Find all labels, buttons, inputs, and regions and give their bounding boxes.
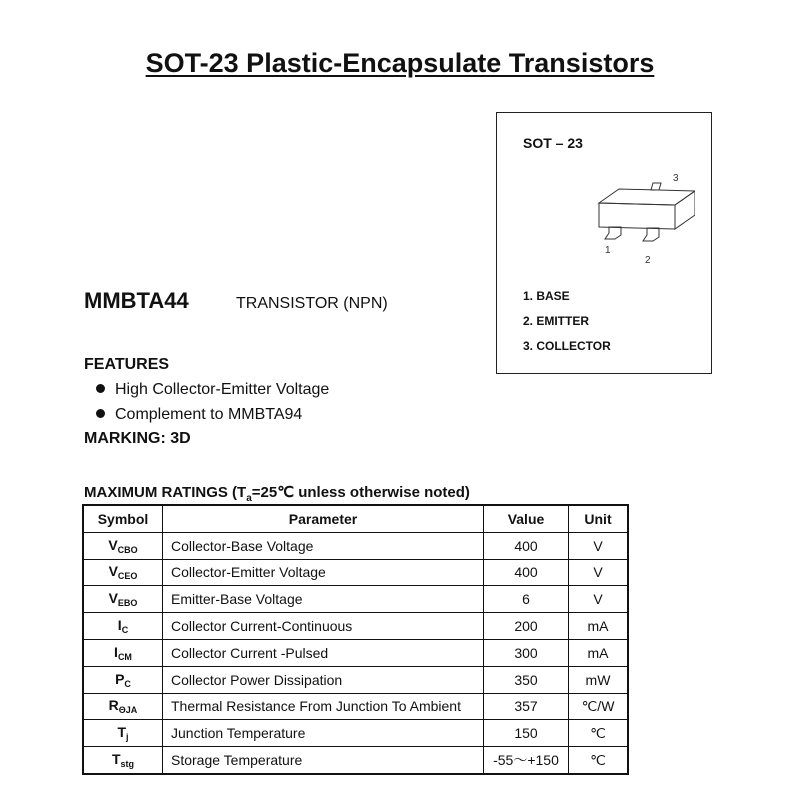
feature-item: Complement to MMBTA94 [96,406,302,424]
pin-label-3: 3 [673,173,679,184]
table-row [83,666,628,693]
symbol-cell: $I_C$ [83,613,163,640]
symbol-cell: $R_{\Theta JA}$ [83,693,163,720]
header-parameter: Parameter [163,505,484,532]
value-cell: -55～+150 [484,747,569,774]
value-cell: 6 [484,586,569,613]
unit-cell: V [569,532,629,559]
table-row [83,613,628,640]
symbol-cell: $V_{CBO}$ [83,532,163,559]
value-cell: 200 [484,613,569,640]
value-cell: 350 [484,666,569,693]
ratings-table [82,504,629,775]
part-type: TRANSISTOR (NPN) [236,295,388,312]
pin-collector: 3. COLLECTOR [523,339,611,353]
feature-item: High Collector-Emitter Voltage [96,381,329,399]
parameter-cell: Collector-Emitter Voltage [163,559,484,586]
pin-label-1: 1 [605,245,611,256]
unit-cell: mA [569,613,629,640]
symbol-cell: $I_{CM}$ [83,639,163,666]
parameter-cell: Collector-Base Voltage [163,532,484,559]
table-row [83,747,628,774]
bullet-icon [96,409,105,418]
value-cell: 400 [484,559,569,586]
unit-cell: V [569,586,629,613]
unit-cell: mA [569,639,629,666]
unit-cell: V [569,559,629,586]
parameter-cell: Collector Power Dissipation [163,666,484,693]
header-symbol: Symbol [83,505,163,532]
sot23-package-drawing [585,171,695,266]
marking-label: MARKING: 3D [84,430,191,447]
unit-cell: ℃ [569,747,629,774]
parameter-cell: Junction Temperature [163,720,484,747]
table-row [83,720,628,747]
pin-emitter: 2. EMITTER [523,314,590,328]
page-title: SOT-23 Plastic-Encapsulate Transistors [145,48,655,78]
table-row [83,559,628,586]
pin-base: 1. BASE [523,289,570,303]
table-row [83,693,628,720]
package-name: SOT – 23 [523,135,583,151]
symbol-cell: $V_{CEO}$ [83,559,163,586]
parameter-cell: Collector Current-Continuous [163,613,484,640]
symbol-cell: $V_{EBO}$ [83,586,163,613]
table-row [83,586,628,613]
table-header-row [83,505,628,532]
parameter-cell: Storage Temperature [163,747,484,774]
symbol-cell: $P_C$ [83,666,163,693]
bullet-icon [96,384,105,393]
part-number: MMBTA44 [84,288,189,313]
symbol-cell: $T_j$ [83,720,163,747]
value-cell: 300 [484,639,569,666]
header-unit: Unit [569,505,629,532]
value-cell: 400 [484,532,569,559]
table-row [83,639,628,666]
value-cell: 150 [484,720,569,747]
features-heading: FEATURES [84,356,170,373]
unit-cell: ℃/W [569,693,629,720]
parameter-cell: Thermal Resistance From Junction To Ambient [163,693,484,720]
table-row [83,532,628,559]
unit-cell: ℃ [569,720,629,747]
package-box [496,112,712,374]
pin-label-2: 2 [645,255,651,266]
header-value: Value [484,505,569,532]
parameter-cell: Collector Current -Pulsed [163,639,484,666]
parameter-cell: Emitter-Base Voltage [163,586,484,613]
unit-cell: mW [569,666,629,693]
ratings-title: MAXIMUM RATINGS ($T_a=25℃$ unless otherwise noted) [84,484,470,504]
symbol-cell: $T_{stg}$ [83,747,163,774]
value-cell: 357 [484,693,569,720]
